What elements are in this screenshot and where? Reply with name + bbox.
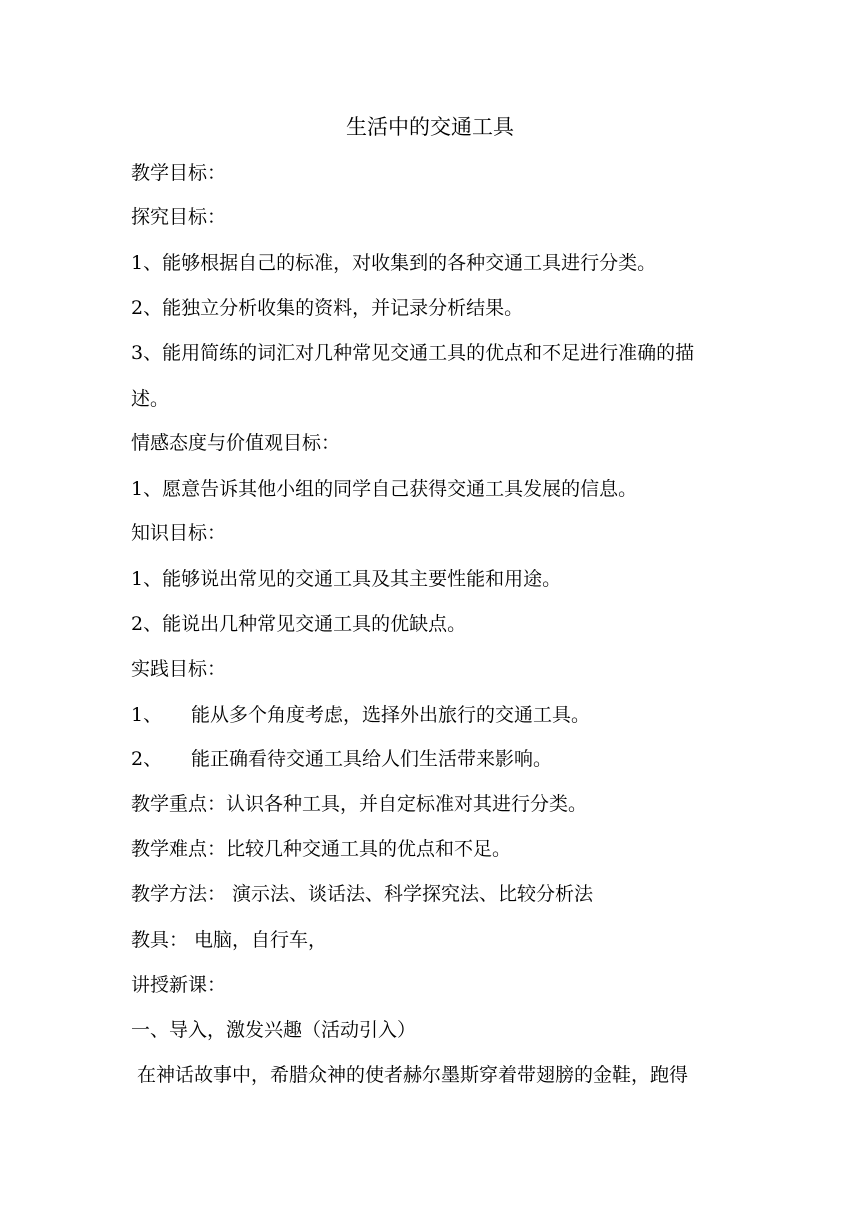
teaching-aids: 教具： 电脑，自行车，: [131, 929, 328, 951]
practice-goal-number: 2、: [131, 748, 163, 770]
practice-goal-2: [131, 745, 751, 773]
inquiry-goal-2: 2、能独立分析收集的资料，并记录分析结果。: [131, 297, 524, 319]
heading-knowledge-goals: 知识目标：: [131, 522, 227, 544]
heading-emotion-goals: 情感态度与价值观目标：: [131, 432, 341, 454]
paragraph-myth-story: 在神话故事中，希腊众神的使者赫尔墨斯穿着带翅膀的金鞋，跑得: [131, 1064, 689, 1086]
inquiry-goal-1: 1、能够根据自己的标准，对收集到的各种交通工具进行分类。: [131, 252, 657, 274]
section-introduction: 一、导入，激发兴趣（活动引入）: [131, 1019, 417, 1041]
teaching-difficulty: 教学难点：比较几种交通工具的优点和不足。: [131, 838, 512, 860]
knowledge-goal-1: 1、能够说出常见的交通工具及其主要性能和用途。: [131, 568, 562, 590]
practice-goal-text: 能从多个角度考虑，选择外出旅行的交通工具。: [191, 704, 591, 726]
heading-inquiry-goals: 探究目标：: [131, 206, 227, 228]
practice-goal-1: [131, 701, 751, 729]
inquiry-goal-3: 3、能用简练的词汇对几种常见交通工具的优点和不足进行准确的描: [131, 342, 695, 364]
heading-practice-goals: 实践目标：: [131, 658, 227, 680]
teaching-key-point: 教学重点：认识各种工具，并自定标准对其进行分类。: [131, 793, 588, 815]
heading-teaching-goals: 教学目标：: [131, 162, 227, 184]
inquiry-goal-3-continued: 述。: [131, 388, 170, 410]
heading-new-lesson: 讲授新课：: [131, 974, 227, 996]
teaching-method: 教学方法： 演示法、谈话法、科学探究法、比较分析法: [131, 883, 594, 905]
practice-goal-text: 能正确看待交通工具给人们生活带来影响。: [191, 748, 553, 770]
practice-goal-number: 1、: [131, 704, 163, 726]
document-title: 生活中的交通工具: [346, 115, 514, 139]
knowledge-goal-2: 2、能说出几种常见交通工具的优缺点。: [131, 613, 467, 635]
emotion-goal-1: 1、愿意告诉其他小组的同学自己获得交通工具发展的信息。: [131, 478, 638, 500]
